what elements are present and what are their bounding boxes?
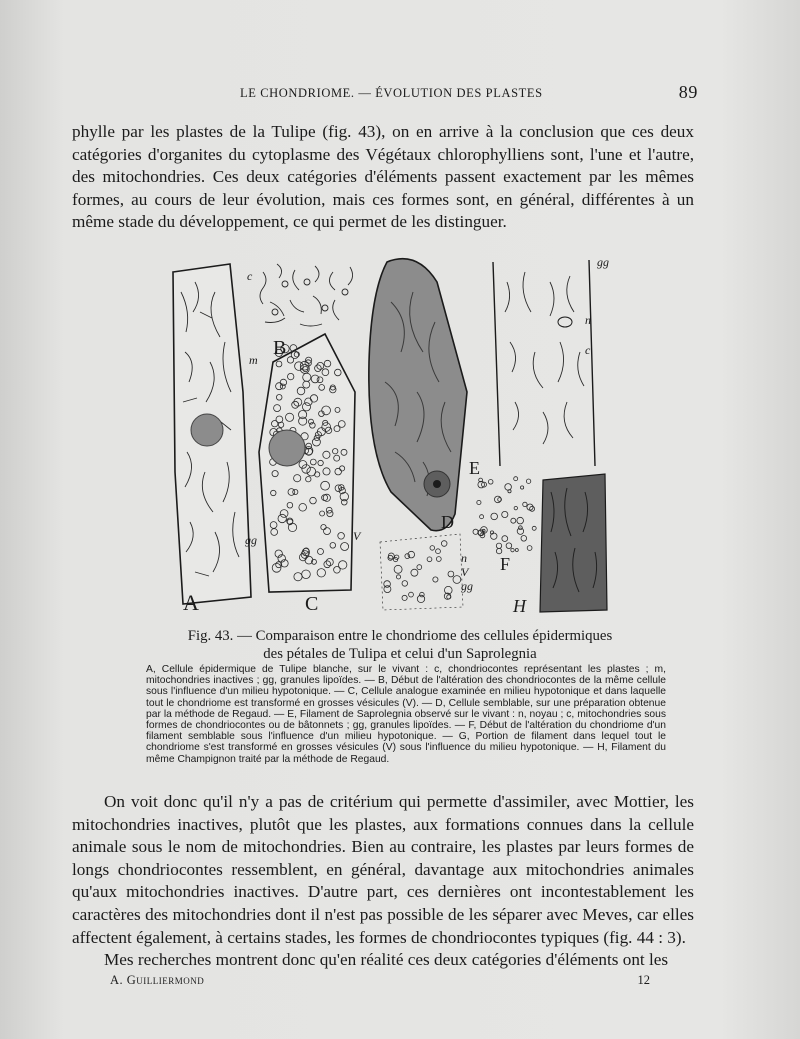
panel-g-drawing bbox=[380, 534, 463, 610]
paragraph-bottom-text-1: On voit donc qu'il n'y a pas de critérium qui permette d'assimiler, avec Mottier, les mitochondries inactives, plutôt que les plastes, aux formations connues dans la cellule animale sous le nom de mitochondries. Bien au contraire, les plastes par leurs formes de longs chondriocontes ressemblent, en général, davantage aux mitochondries animales qu'aux mitochondries inactives. D'autre part, ces dernières ont incontestablement les caractères des mitochondries dont il n'est pas possible de les séparer avec Meves, car elles affectent également, à certains stades, les formes de chondriocontes typiques (fig. 44 : 3). bbox=[72, 792, 694, 947]
panel-d-cell bbox=[369, 259, 467, 531]
annotation-a-c: c bbox=[247, 269, 253, 283]
paragraph-top-text: phylle par les plastes de la Tulipe (fig. 43), on en arrive à la conclusion que ces deux catégories d'organites du cytoplasme des Végétaux chlorophylliens sont, l'une et l'autre, des mitochondries. Ces deux catégories d'éléments passent exactement par les mêmes formes, au cours de leur évolution, mais ces formes sont, en général, différentes à un même stade du développement, ce qui permet de les distinguer. bbox=[72, 122, 694, 232]
figure-caption-title bbox=[160, 627, 640, 663]
annotation-e-c: c bbox=[585, 343, 591, 357]
figure-43-drawing bbox=[155, 252, 625, 616]
page-number: 89 bbox=[678, 82, 698, 102]
annotation-g-n: n bbox=[461, 551, 467, 565]
paragraph-top bbox=[72, 121, 694, 234]
panel-label-a: A bbox=[183, 590, 199, 615]
paragraph-bottom-text-2: Mes recherches montrent donc qu'en réalité ces deux catégories d'éléments ont les bbox=[104, 950, 669, 970]
caption-title-line-2: des pétales de Tulipa et celui d'un Saprolegnia bbox=[263, 646, 537, 662]
panel-label-d: D bbox=[441, 512, 454, 532]
panel-c-cell bbox=[259, 334, 355, 592]
annotation-a-gg: gg bbox=[245, 533, 257, 547]
panel-f-drawing bbox=[473, 477, 536, 554]
footer-signature: 12 bbox=[637, 973, 650, 987]
footer-author: A. Guilliermond bbox=[110, 973, 205, 987]
panel-label-h: H bbox=[513, 596, 526, 616]
figure-43 bbox=[155, 252, 625, 616]
annotation-g-gg: gg bbox=[461, 579, 473, 593]
annotation-e-n: n bbox=[585, 313, 591, 327]
paragraph-bottom bbox=[72, 791, 694, 972]
caption-title-line-1: Fig. 43. — Comparaison entre le chondriome des cellules épidermiques bbox=[187, 628, 613, 644]
panel-e-filament bbox=[493, 260, 595, 466]
running-head-title: LE CHONDRIOME. — ÉVOLUTION DES PLASTES bbox=[240, 86, 543, 100]
panel-label-c: C bbox=[305, 593, 319, 615]
figure-caption-legend: A, Cellule épidermique de Tulipe blanche, sur le vivant : c, chondriocontes représentant les plastes ; m, mitochondries inactives ; gg, granules lipoïdes. — B, Début de l'altération des chondriocontes de la même cellule sous l'influence d'un milieu hypotonique. — C, Cellule analogue examinée en milieu hypotonique et dans laquelle tout le chondriome est transformé en grosses vésicules (V). — D, Cellule semblable, sur une préparation obtenue par la méthode de Regaud. — E, Filament de Saprolegnia observé sur le vivant : n, noyau ; c, mitochondries sous formes de chondriocontes ou de bâtonnets ; gg, granules lipoïdes. — F, Début de l'altération du chondriome d'un filament semblable sous l'influence d'un milieu hypotonique. — G, Portion de filament dans lequel tout le chondriome s'est transformé en grosses vésicules (V) sous l'influence du milieu hypotonique. — H, Filament du même Champignon traité par la méthode de Regaud. bbox=[146, 664, 666, 765]
annotation-c-v: V bbox=[353, 529, 361, 543]
panel-b-drawing bbox=[260, 264, 353, 326]
annotation-a-m: m bbox=[249, 353, 258, 367]
panel-label-e: E bbox=[469, 458, 480, 478]
annotation-e-gg: gg bbox=[597, 255, 609, 269]
panel-label-b: B bbox=[273, 337, 287, 359]
annotation-g-v: V bbox=[461, 565, 469, 579]
panel-label-f: F bbox=[500, 554, 511, 574]
panel-a-cell bbox=[173, 264, 251, 604]
panel-h-filament bbox=[540, 474, 607, 612]
